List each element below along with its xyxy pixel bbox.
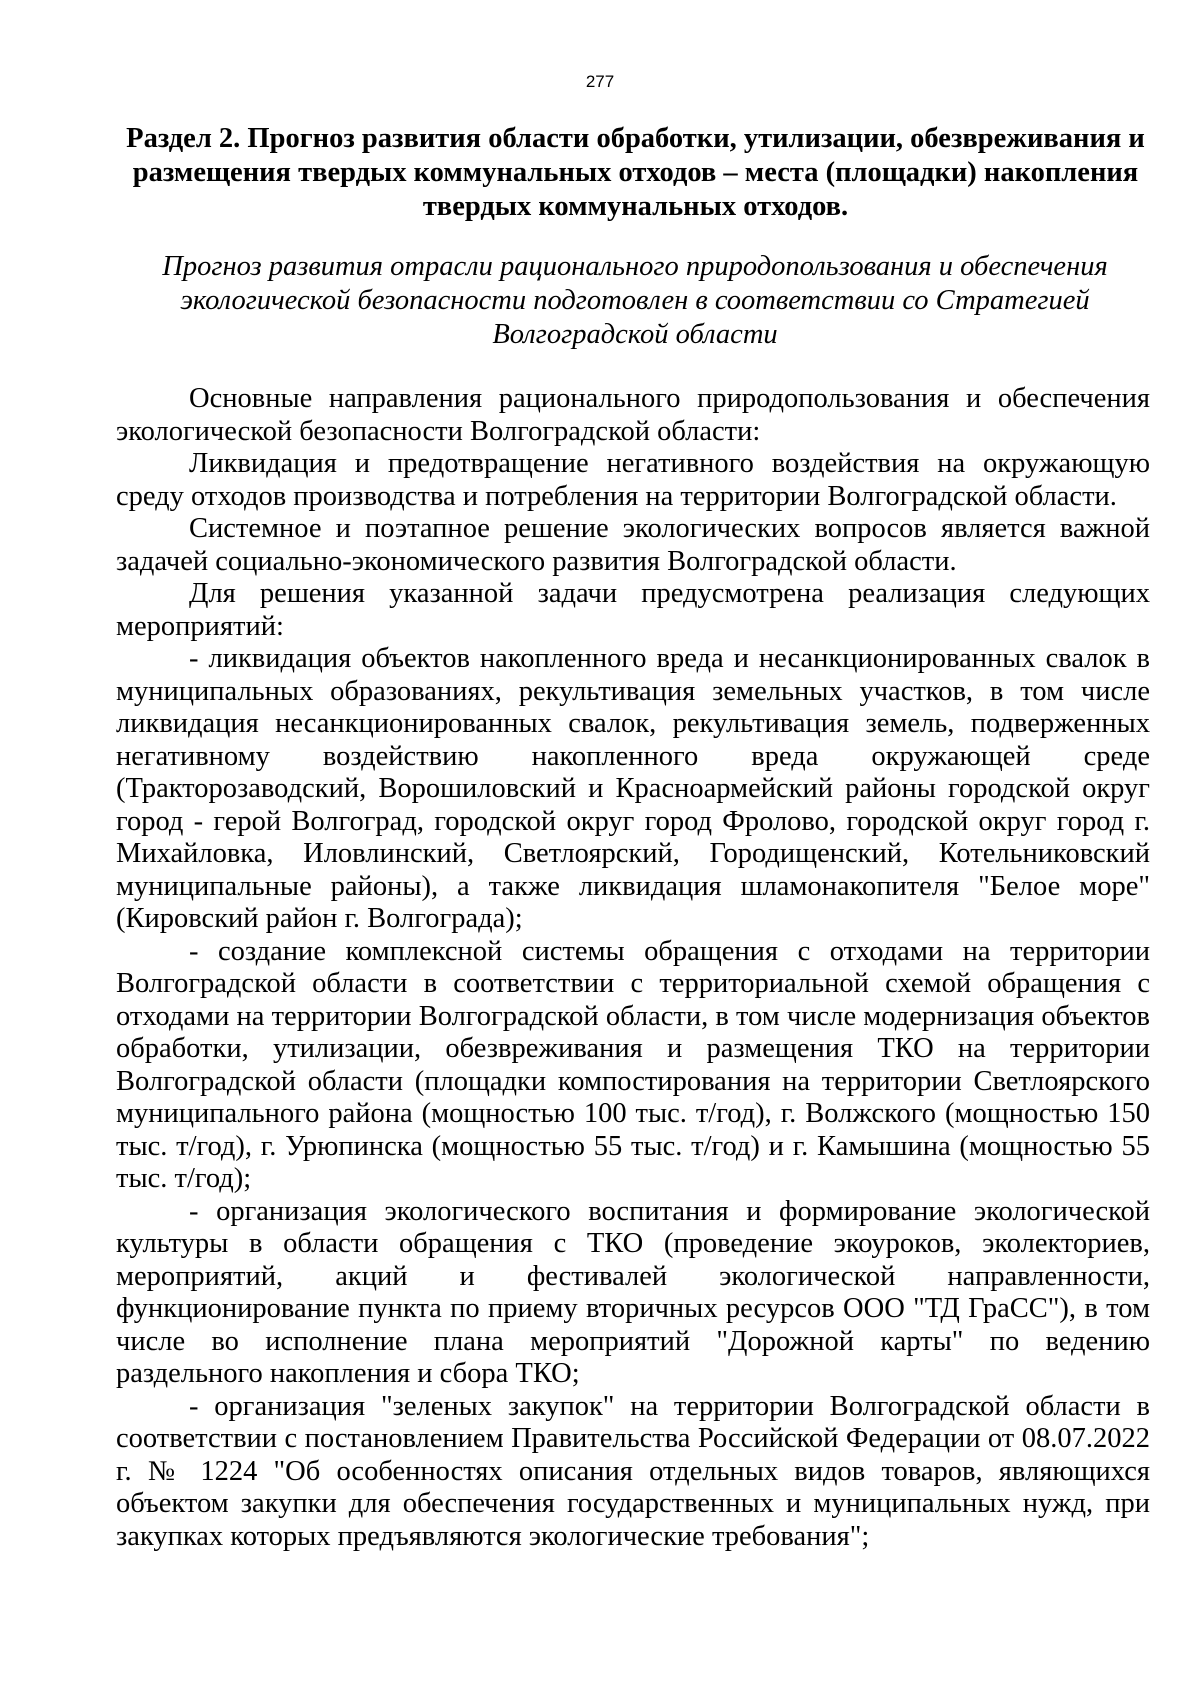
paragraph-intro: Основные направления рационального природопользования и обеспечения экологической безопасности Волгоградской области: (116, 383, 1150, 447)
list-item-liquidation: - ликвидация объектов накопленного вреда и несанкционированных свалок в муниципальных образованиях, рекультивация земельных участков, в том числе ликвидация несанкционированных свалок, рекультивация земель, подверженных негативному воздействию накопленного вреда окружающей среде (Тракторозаводский, Ворошиловский и Красноармейский районы городской округ город - герой Волгоград, городской округ город Фролово, городской округ город г. Михайловка, Иловлинский, Светлоярский, Городищенский, Котельниковский муниципальные районы), а также ликвидация шламонакопителя "Белое море" (Кировский район г. Волгограда); (116, 643, 1150, 934)
page-number: 277 (585, 72, 615, 91)
body-text (116, 383, 1150, 1553)
paragraph-liquidation-goal: Ликвидация и предотвращение негативного воздействия на окружающую среду отходов производства и потребления на территории Волгоградской области. (116, 448, 1150, 512)
paragraph-measures-intro: Для решения указанной задачи предусмотрена реализация следующих мероприятий: (116, 578, 1150, 642)
list-item-waste-system: - создание комплексной системы обращения с отходами на территории Волгоградской области в соответствии с территориальной схемой обращения с отходами на территории Волгоградской области, в том числе модернизация объектов обработки, утилизации, обезвреживания и размещения ТКО на территории Волгоградской области (площадки компостирования на территории Светлоярского муниципального района (мощностью 100 тыс. т/год), г. Волжского (мощностью 150 тыс. т/год), г. Урюпинска (мощностью 55 тыс. т/год) и г. Камышина (мощностью 55 тыс. т/год); (116, 935, 1150, 1194)
paragraph-systemic-solution: Системное и поэтапное решение экологических вопросов является важной задачей социально-экономического развития Волгоградской области. (116, 513, 1150, 577)
section-title: Раздел 2. Прогноз развития области обработки, утилизации, обезвреживания и размещения твердых коммунальных отходов – места (площадки) накопления твердых коммунальных отходов. (126, 123, 1145, 222)
list-item-eco-education: - организация экологического воспитания и формирование экологической культуры в области обращения с ТКО (проведение экоуроков, эколекториев, мероприятий, акций и фестивалей экологической направленности, функционирование пункта по приему вторичных ресурсов ООО "ТД ГраСС"), в том числе во исполнение плана мероприятий "Дорожной карты" по ведению раздельного накопления и сбора ТКО; (116, 1195, 1150, 1389)
list-item-green-procurement: - организация "зеленых закупок" на территории Волгоградской области в соответствии с постановлением Правительства Российской Федерации от 08.07.2022 г. № 1224 "Об особенностях описания отдельных видов товаров, являющихся объектом закупки для обеспечения государственных и муниципальных нужд, при закупках которых предъявляются экологические требования"; (116, 1390, 1150, 1552)
subtitle: Прогноз развития отрасли рационального природопользования и обеспечения экологической безопасности подготовлен в соответствии со Стратегией Волгоградской области (162, 251, 1108, 350)
